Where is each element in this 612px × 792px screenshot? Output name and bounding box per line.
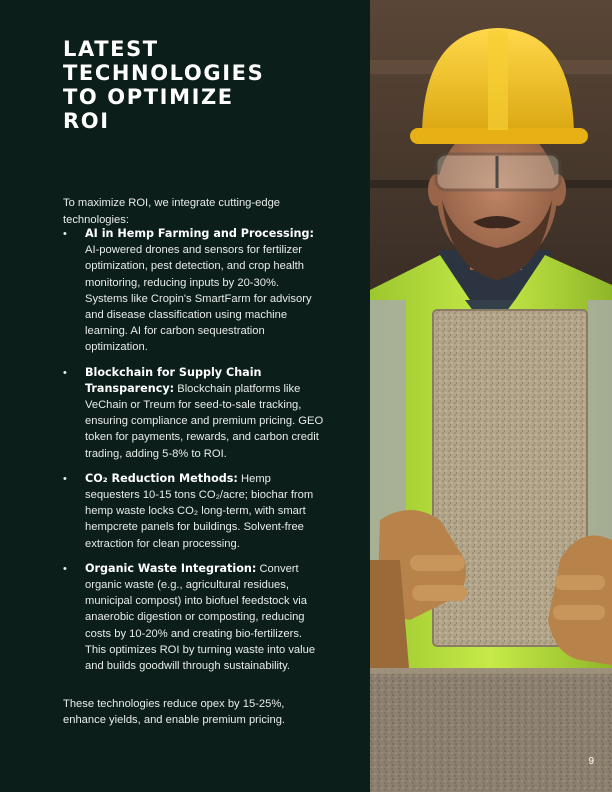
bullet-icon: • bbox=[63, 562, 67, 575]
construction-worker-icon bbox=[370, 0, 612, 792]
title-line: TO OPTIMIZE bbox=[63, 85, 234, 109]
bullet-text: Hemp sequesters 10-15 tons CO₂/acre; biochar from hemp waste locks CO₂ long-term, with smart hempcrete panels for buildings. Solvent-free extraction for clean processing. bbox=[85, 472, 314, 550]
list-item bbox=[63, 561, 325, 674]
list-item bbox=[63, 226, 325, 356]
bullet-heading: CO₂ Reduction Methods: bbox=[85, 471, 238, 485]
bullet-heading: AI in Hemp Farming and Processing: bbox=[85, 227, 314, 240]
title-line: LATEST bbox=[63, 37, 159, 61]
bullet-text: AI-powered drones and sensors for fertilizer optimization, pest detection, and crop health monitoring, reducing inputs by 20-30%. Systems like Cropin's SmartFarm for advisory and disease classification using machine learning. AI for carbon sequestration optimization. bbox=[85, 244, 312, 354]
title-line: TECHNOLOGIES bbox=[63, 61, 265, 85]
intro-paragraph: To maximize ROI, we integrate cutting-edge technologies: bbox=[63, 197, 281, 226]
bullet-text: Convert organic waste (e.g., agricultural residues, municipal compost) into biofuel feedstock via anaerobic digestion or composting, reducing costs by 10-20% and creating bio-fertilizers. This optimizes ROI by turning waste into value and builds goodwill through sustainability. bbox=[85, 562, 316, 673]
title-line: ROI bbox=[63, 109, 110, 133]
closing-paragraph: These technologies reduce opex by 15-25%, enhance yields, and enable premium pricing. bbox=[63, 698, 286, 727]
page-number: 9 bbox=[588, 756, 594, 767]
bullet-icon: • bbox=[63, 472, 67, 485]
bullet-heading: Blockchain for Supply Chain Transparency: bbox=[85, 365, 262, 395]
worker-photo bbox=[370, 0, 612, 792]
list-item bbox=[63, 365, 325, 462]
list-item bbox=[63, 471, 325, 552]
bullet-heading: Organic Waste Integration: bbox=[85, 561, 257, 575]
bullet-icon: • bbox=[63, 228, 67, 240]
technology-list bbox=[63, 226, 325, 683]
bullet-icon: • bbox=[63, 366, 67, 379]
page-title bbox=[63, 37, 353, 133]
bullet-text: Blockchain platforms like VeChain or Treum for seed-to-sale tracking, ensuring compliance and premium pricing. GEO token for payments, rewards, and carbon credit trading, adding 5-8% to ROI. bbox=[85, 382, 324, 460]
